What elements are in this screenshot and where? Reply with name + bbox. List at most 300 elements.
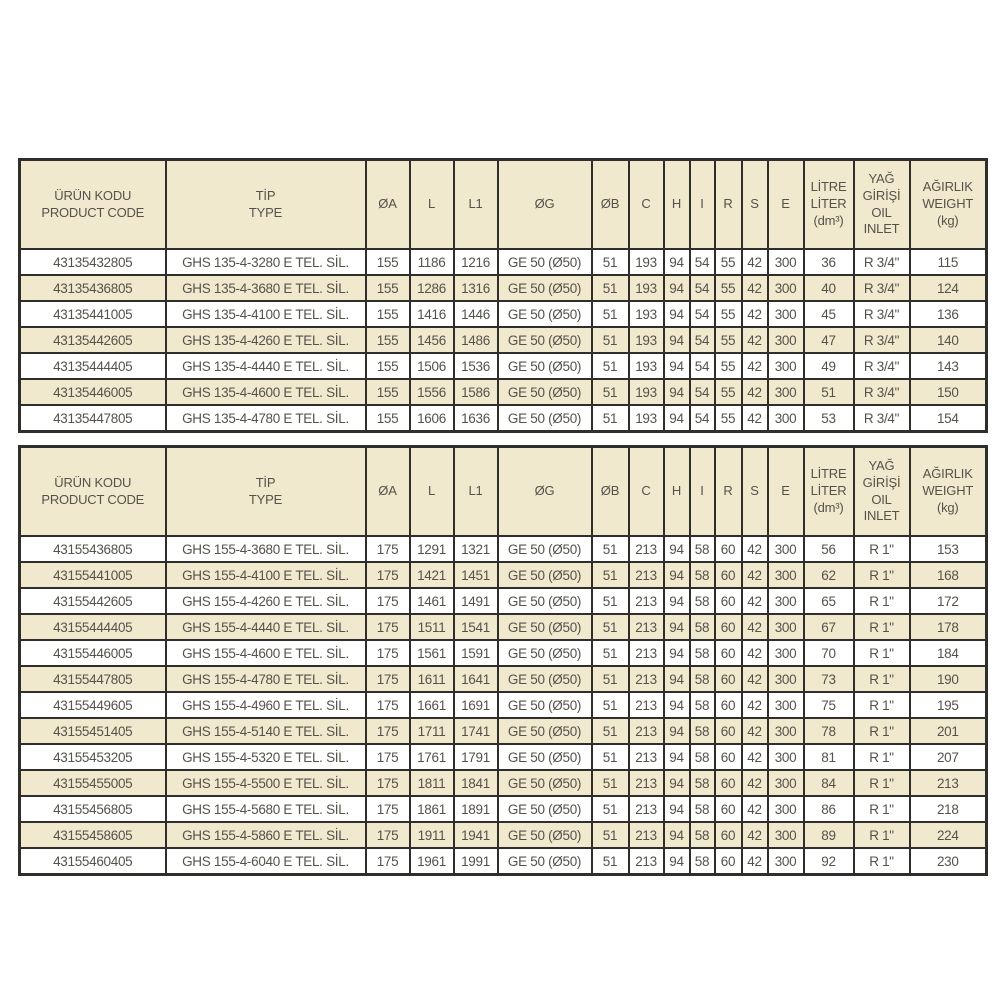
cell-h: 94: [664, 379, 690, 405]
cell-urun-kodu: 43155441005: [20, 562, 166, 588]
table-row: [20, 666, 987, 692]
cell-r: 60: [715, 822, 742, 848]
table-body: [20, 249, 987, 432]
cell-s: 42: [742, 718, 768, 744]
cell-e: 300: [768, 822, 804, 848]
spec-table-ghs-155: [18, 445, 988, 876]
cell-og: GE 50 (Ø50): [498, 405, 592, 432]
cell-h: 94: [664, 692, 690, 718]
cell-l1: 1491: [454, 588, 498, 614]
cell-agirlik: 213: [910, 770, 987, 796]
cell-s: 42: [742, 327, 768, 353]
cell-litre: 56: [804, 536, 854, 562]
cell-r: 60: [715, 848, 742, 875]
cell-s: 42: [742, 562, 768, 588]
column-header-oa: [366, 160, 410, 250]
cell-ob: 51: [592, 848, 629, 875]
header-line: C: [641, 483, 651, 499]
cell-urun-kodu: 43155460405: [20, 848, 166, 875]
cell-yag-girisi: R 3/4": [854, 327, 910, 353]
header-line: TYPE: [248, 491, 283, 507]
cell-yag-girisi: R 1": [854, 848, 910, 875]
cell-l: 1561: [410, 640, 454, 666]
cell-urun-kodu: 43135436805: [20, 275, 166, 301]
cell-l1: 1891: [454, 796, 498, 822]
header-line: ÜRÜN KODU: [54, 474, 132, 490]
cell-e: 300: [768, 301, 804, 327]
cell-ob: 51: [592, 718, 629, 744]
cell-s: 42: [742, 692, 768, 718]
cell-i: 58: [690, 640, 715, 666]
cell-i: 54: [690, 353, 715, 379]
header-line: GİRİŞİ: [862, 474, 901, 490]
header-line: OIL: [871, 204, 892, 220]
table-row: [20, 275, 987, 301]
cell-tip: GHS 155-4-4100 E TEL. SİL.: [166, 562, 366, 588]
column-header-ob: [592, 447, 629, 537]
cell-ob: 51: [592, 301, 629, 327]
cell-r: 60: [715, 770, 742, 796]
cell-l1: 1741: [454, 718, 498, 744]
cell-l: 1291: [410, 536, 454, 562]
header-line: E: [781, 196, 790, 212]
cell-tip: GHS 155-4-4260 E TEL. SİL.: [166, 588, 366, 614]
cell-urun-kodu: 43155451405: [20, 718, 166, 744]
header-line: INLET: [863, 508, 900, 524]
cell-agirlik: 172: [910, 588, 987, 614]
cell-e: 300: [768, 640, 804, 666]
cell-tip: GHS 155-4-4600 E TEL. SİL.: [166, 640, 366, 666]
cell-c: 213: [629, 666, 664, 692]
cell-tip: GHS 155-4-4780 E TEL. SİL.: [166, 666, 366, 692]
cell-s: 42: [742, 536, 768, 562]
cell-r: 55: [715, 275, 742, 301]
table-body: [20, 536, 987, 875]
cell-r: 55: [715, 405, 742, 432]
header-line: TYPE: [248, 204, 283, 220]
cell-agirlik: 150: [910, 379, 987, 405]
cell-i: 58: [690, 562, 715, 588]
cell-c: 193: [629, 275, 664, 301]
cell-litre: 40: [804, 275, 854, 301]
cell-l: 1416: [410, 301, 454, 327]
cell-ob: 51: [592, 562, 629, 588]
cell-oa: 155: [366, 249, 410, 275]
cell-urun-kodu: 43155436805: [20, 536, 166, 562]
cell-tip: GHS 155-4-4440 E TEL. SİL.: [166, 614, 366, 640]
cell-c: 193: [629, 405, 664, 432]
cell-l1: 1841: [454, 770, 498, 796]
cell-agirlik: 218: [910, 796, 987, 822]
cell-urun-kodu: 43135442605: [20, 327, 166, 353]
header-line: YAĞ: [868, 457, 895, 473]
cell-urun-kodu: 43155442605: [20, 588, 166, 614]
table-row: [20, 588, 987, 614]
cell-ob: 51: [592, 640, 629, 666]
cell-tip: GHS 155-4-3680 E TEL. SİL.: [166, 536, 366, 562]
cell-r: 55: [715, 379, 742, 405]
cell-i: 58: [690, 822, 715, 848]
cell-s: 42: [742, 275, 768, 301]
header-line: YAĞ: [868, 170, 895, 186]
cell-c: 213: [629, 562, 664, 588]
cell-yag-girisi: R 1": [854, 536, 910, 562]
cell-og: GE 50 (Ø50): [498, 353, 592, 379]
cell-litre: 49: [804, 353, 854, 379]
cell-l1: 1541: [454, 614, 498, 640]
column-header-r: [715, 160, 742, 250]
cell-r: 60: [715, 562, 742, 588]
cell-oa: 175: [366, 588, 410, 614]
cell-e: 300: [768, 275, 804, 301]
header-line: PRODUCT CODE: [41, 491, 145, 507]
cell-r: 60: [715, 614, 742, 640]
cell-l1: 1216: [454, 249, 498, 275]
cell-tip: GHS 135-4-3280 E TEL. SİL.: [166, 249, 366, 275]
cell-urun-kodu: 43155455005: [20, 770, 166, 796]
cell-litre: 81: [804, 744, 854, 770]
cell-c: 193: [629, 327, 664, 353]
table-row: [20, 822, 987, 848]
column-header-tip: [166, 160, 366, 250]
cell-h: 94: [664, 848, 690, 875]
cell-l: 1461: [410, 588, 454, 614]
cell-e: 300: [768, 588, 804, 614]
cell-yag-girisi: R 3/4": [854, 275, 910, 301]
cell-e: 300: [768, 770, 804, 796]
cell-yag-girisi: R 3/4": [854, 405, 910, 432]
column-header-og: [498, 160, 592, 250]
table-row: [20, 327, 987, 353]
cell-h: 94: [664, 588, 690, 614]
cell-tip: GHS 135-4-4780 E TEL. SİL.: [166, 405, 366, 432]
cell-i: 58: [690, 770, 715, 796]
cell-l: 1186: [410, 249, 454, 275]
cell-l: 1661: [410, 692, 454, 718]
cell-s: 42: [742, 614, 768, 640]
cell-e: 300: [768, 692, 804, 718]
column-header-h: [664, 160, 690, 250]
cell-urun-kodu: 43155449605: [20, 692, 166, 718]
column-header-s: [742, 160, 768, 250]
table-row: [20, 744, 987, 770]
cell-tip: GHS 155-4-5500 E TEL. SİL.: [166, 770, 366, 796]
cell-h: 94: [664, 770, 690, 796]
header-line: LİTRE: [810, 179, 847, 195]
cell-l1: 1586: [454, 379, 498, 405]
table-row: [20, 640, 987, 666]
cell-e: 300: [768, 562, 804, 588]
cell-l1: 1941: [454, 822, 498, 848]
cell-litre: 84: [804, 770, 854, 796]
cell-r: 60: [715, 536, 742, 562]
cell-litre: 70: [804, 640, 854, 666]
column-header-yag-girisi: [854, 447, 910, 537]
header-line: R: [723, 196, 733, 212]
cell-yag-girisi: R 3/4": [854, 379, 910, 405]
cell-s: 42: [742, 666, 768, 692]
cell-l: 1606: [410, 405, 454, 432]
cell-i: 54: [690, 249, 715, 275]
header-line: WEIGHT: [922, 196, 974, 212]
cell-i: 58: [690, 848, 715, 875]
cell-litre: 62: [804, 562, 854, 588]
cell-l: 1611: [410, 666, 454, 692]
cell-i: 54: [690, 301, 715, 327]
cell-l1: 1591: [454, 640, 498, 666]
header-row: [20, 447, 987, 537]
cell-tip: GHS 155-4-4960 E TEL. SİL.: [166, 692, 366, 718]
cell-i: 58: [690, 692, 715, 718]
cell-h: 94: [664, 796, 690, 822]
column-header-e: [768, 160, 804, 250]
cell-og: GE 50 (Ø50): [498, 614, 592, 640]
cell-tip: GHS 155-4-6040 E TEL. SİL.: [166, 848, 366, 875]
cell-og: GE 50 (Ø50): [498, 562, 592, 588]
cell-litre: 78: [804, 718, 854, 744]
cell-s: 42: [742, 770, 768, 796]
column-header-litre: [804, 160, 854, 250]
column-header-l: [410, 160, 454, 250]
header-line: TİP: [255, 187, 276, 203]
header-line: LİTER: [810, 483, 847, 499]
cell-r: 60: [715, 744, 742, 770]
header-line: GİRİŞİ: [862, 187, 901, 203]
cell-og: GE 50 (Ø50): [498, 249, 592, 275]
cell-l1: 1791: [454, 744, 498, 770]
cell-l: 1456: [410, 327, 454, 353]
cell-h: 94: [664, 327, 690, 353]
cell-yag-girisi: R 1": [854, 796, 910, 822]
cell-yag-girisi: R 1": [854, 614, 910, 640]
cell-urun-kodu: 43155446005: [20, 640, 166, 666]
cell-l1: 1536: [454, 353, 498, 379]
cell-ob: 51: [592, 796, 629, 822]
cell-urun-kodu: 43155456805: [20, 796, 166, 822]
cell-tip: GHS 155-4-5140 E TEL. SİL.: [166, 718, 366, 744]
cell-og: GE 50 (Ø50): [498, 822, 592, 848]
cell-s: 42: [742, 822, 768, 848]
cell-i: 58: [690, 666, 715, 692]
cell-litre: 36: [804, 249, 854, 275]
cell-ob: 51: [592, 614, 629, 640]
cell-ob: 51: [592, 536, 629, 562]
cell-ob: 51: [592, 692, 629, 718]
cell-oa: 175: [366, 848, 410, 875]
column-header-oa: [366, 447, 410, 537]
column-header-i: [690, 447, 715, 537]
cell-urun-kodu: 43155444405: [20, 614, 166, 640]
cell-tip: GHS 155-4-5320 E TEL. SİL.: [166, 744, 366, 770]
table-row: [20, 796, 987, 822]
header-line: (kg): [936, 499, 959, 515]
cell-c: 213: [629, 796, 664, 822]
cell-oa: 175: [366, 562, 410, 588]
cell-c: 213: [629, 692, 664, 718]
header-line: I: [700, 196, 704, 212]
column-header-l1: [454, 160, 498, 250]
table-row: [20, 301, 987, 327]
header-line: ØG: [534, 196, 555, 212]
cell-r: 55: [715, 249, 742, 275]
cell-c: 213: [629, 770, 664, 796]
column-header-urun-kodu: [20, 447, 166, 537]
cell-oa: 155: [366, 379, 410, 405]
cell-c: 213: [629, 536, 664, 562]
cell-og: GE 50 (Ø50): [498, 301, 592, 327]
cell-s: 42: [742, 379, 768, 405]
header-line: TİP: [255, 474, 276, 490]
cell-yag-girisi: R 1": [854, 640, 910, 666]
cell-i: 58: [690, 588, 715, 614]
header-line: S: [750, 483, 759, 499]
cell-l: 1861: [410, 796, 454, 822]
cell-c: 213: [629, 640, 664, 666]
cell-litre: 86: [804, 796, 854, 822]
cell-og: GE 50 (Ø50): [498, 796, 592, 822]
cell-oa: 175: [366, 744, 410, 770]
cell-l: 1761: [410, 744, 454, 770]
cell-oa: 155: [366, 301, 410, 327]
cell-i: 58: [690, 614, 715, 640]
cell-yag-girisi: R 1": [854, 770, 910, 796]
cell-r: 55: [715, 327, 742, 353]
cell-oa: 175: [366, 796, 410, 822]
cell-oa: 155: [366, 405, 410, 432]
cell-agirlik: 124: [910, 275, 987, 301]
column-header-s: [742, 447, 768, 537]
cell-l1: 1691: [454, 692, 498, 718]
cell-r: 60: [715, 588, 742, 614]
column-header-i: [690, 160, 715, 250]
header-row: [20, 160, 987, 250]
cell-urun-kodu: 43155453205: [20, 744, 166, 770]
cell-ob: 51: [592, 353, 629, 379]
cell-c: 213: [629, 614, 664, 640]
cell-s: 42: [742, 301, 768, 327]
cell-agirlik: 115: [910, 249, 987, 275]
cell-og: GE 50 (Ø50): [498, 770, 592, 796]
cell-e: 300: [768, 536, 804, 562]
cell-agirlik: 140: [910, 327, 987, 353]
cell-agirlik: 136: [910, 301, 987, 327]
cell-i: 54: [690, 327, 715, 353]
cell-oa: 175: [366, 770, 410, 796]
table-row: [20, 562, 987, 588]
cell-l: 1961: [410, 848, 454, 875]
table-row: [20, 770, 987, 796]
cell-c: 193: [629, 379, 664, 405]
cell-r: 60: [715, 640, 742, 666]
cell-c: 213: [629, 588, 664, 614]
cell-h: 94: [664, 666, 690, 692]
cell-agirlik: 143: [910, 353, 987, 379]
cell-h: 94: [664, 822, 690, 848]
table-row: [20, 536, 987, 562]
spec-table-ghs-135: [18, 158, 988, 433]
cell-oa: 155: [366, 353, 410, 379]
header-line: ØA: [378, 196, 397, 212]
table-row: [20, 848, 987, 875]
cell-yag-girisi: R 1": [854, 666, 910, 692]
cell-e: 300: [768, 718, 804, 744]
cell-c: 193: [629, 249, 664, 275]
cell-h: 94: [664, 353, 690, 379]
cell-l: 1911: [410, 822, 454, 848]
cell-e: 300: [768, 327, 804, 353]
cell-litre: 92: [804, 848, 854, 875]
cell-l1: 1636: [454, 405, 498, 432]
cell-i: 58: [690, 536, 715, 562]
column-header-agirlik: [910, 160, 987, 250]
cell-h: 94: [664, 614, 690, 640]
cell-i: 54: [690, 379, 715, 405]
cell-r: 55: [715, 353, 742, 379]
cell-e: 300: [768, 744, 804, 770]
cell-c: 213: [629, 848, 664, 875]
cell-yag-girisi: R 1": [854, 562, 910, 588]
header-line: ØB: [600, 483, 620, 499]
header-line: WEIGHT: [922, 483, 974, 499]
column-header-litre: [804, 447, 854, 537]
header-line: ØG: [534, 483, 555, 499]
cell-l: 1286: [410, 275, 454, 301]
cell-i: 58: [690, 718, 715, 744]
cell-ob: 51: [592, 405, 629, 432]
cell-litre: 75: [804, 692, 854, 718]
cell-h: 94: [664, 562, 690, 588]
cell-oa: 175: [366, 640, 410, 666]
cell-l: 1811: [410, 770, 454, 796]
cell-i: 54: [690, 275, 715, 301]
cell-l1: 1316: [454, 275, 498, 301]
table-row: [20, 249, 987, 275]
header-line: ØB: [600, 196, 620, 212]
cell-h: 94: [664, 718, 690, 744]
cell-yag-girisi: R 1": [854, 718, 910, 744]
cell-yag-girisi: R 1": [854, 588, 910, 614]
cell-i: 54: [690, 405, 715, 432]
column-header-r: [715, 447, 742, 537]
cell-agirlik: 184: [910, 640, 987, 666]
cell-c: 193: [629, 301, 664, 327]
column-header-h: [664, 447, 690, 537]
header-line: H: [671, 483, 682, 499]
cell-urun-kodu: 43155447805: [20, 666, 166, 692]
header-line: PRODUCT CODE: [41, 204, 145, 220]
cell-og: GE 50 (Ø50): [498, 536, 592, 562]
header-line: I: [700, 483, 704, 499]
cell-l: 1421: [410, 562, 454, 588]
cell-ob: 51: [592, 666, 629, 692]
header-line: LİTRE: [810, 466, 847, 482]
cell-ob: 51: [592, 770, 629, 796]
cell-e: 300: [768, 614, 804, 640]
cell-h: 94: [664, 536, 690, 562]
cell-og: GE 50 (Ø50): [498, 718, 592, 744]
cell-oa: 175: [366, 614, 410, 640]
cell-e: 300: [768, 405, 804, 432]
cell-agirlik: 153: [910, 536, 987, 562]
table-row: [20, 353, 987, 379]
cell-e: 300: [768, 848, 804, 875]
cell-s: 42: [742, 848, 768, 875]
header-line: INLET: [863, 221, 900, 237]
cell-tip: GHS 135-4-4100 E TEL. SİL.: [166, 301, 366, 327]
cell-tip: GHS 135-4-4260 E TEL. SİL.: [166, 327, 366, 353]
table-row: [20, 379, 987, 405]
cell-h: 94: [664, 275, 690, 301]
